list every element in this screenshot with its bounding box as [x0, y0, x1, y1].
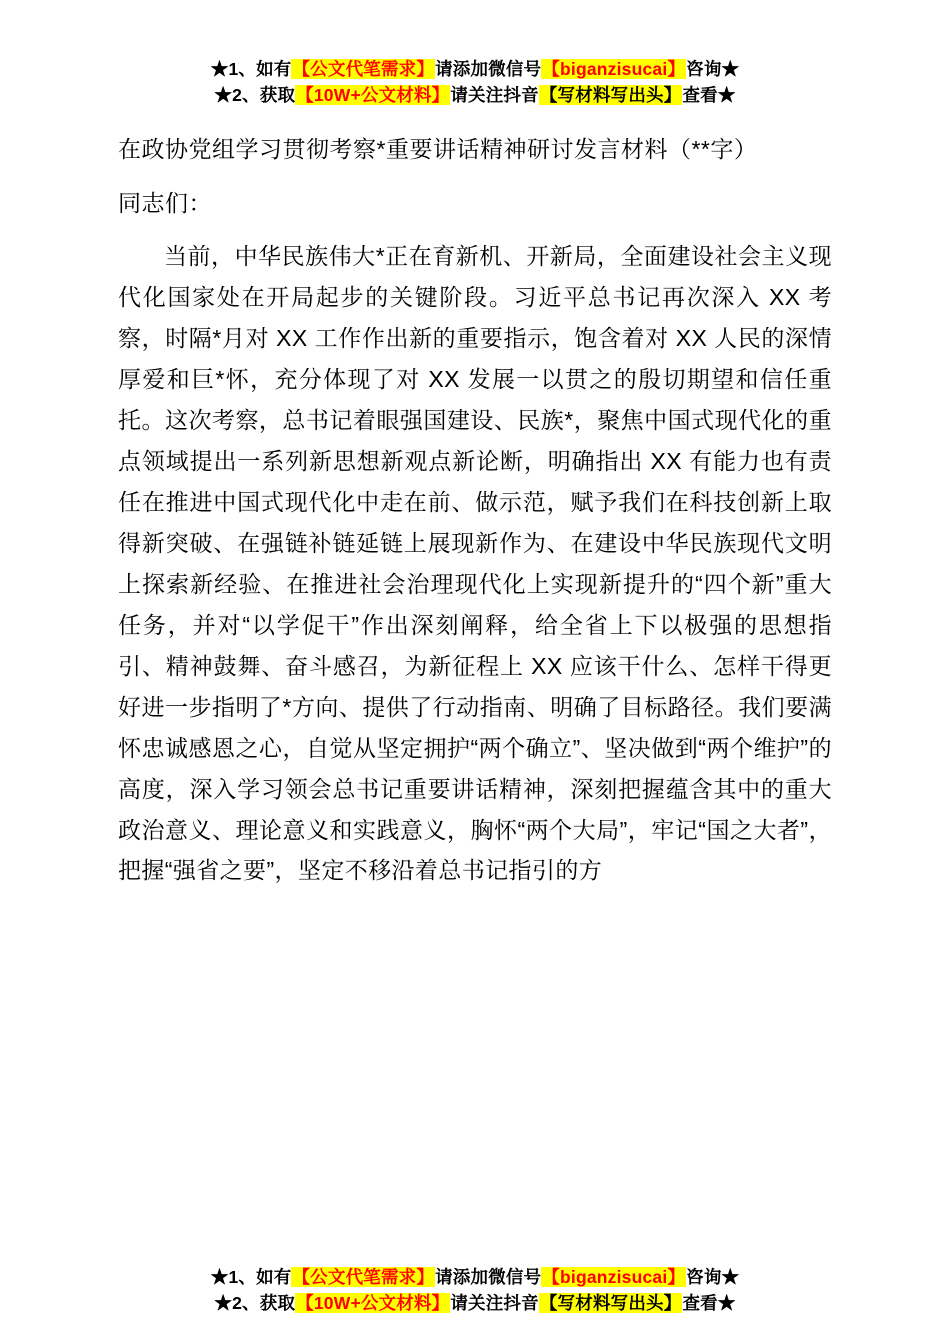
- promo-bottom-line2-mid: 请关注抖音: [450, 1292, 539, 1313]
- promo-banner-bottom-line2: [118, 1290, 832, 1316]
- document-salutation: 同志们：: [118, 190, 212, 217]
- promo-line1-mid: 请添加微信号: [435, 59, 542, 79]
- promo-banner-top: [118, 56, 832, 109]
- promo-line2-mid: 请关注抖音: [450, 85, 539, 106]
- promo-bottom-line1-mid: 请添加微信号: [435, 1266, 542, 1287]
- promo-banner-top-line2: [118, 82, 832, 108]
- promo-line2-tag2: 【写材料写出头】: [539, 85, 682, 106]
- promo-bottom-line2-suffix: 查看★: [682, 1292, 736, 1313]
- promo-line1-suffix: 咨询★: [686, 59, 740, 79]
- promo-line2-prefix: ★2、获取: [214, 85, 296, 106]
- promo-banner-top-line1: [118, 56, 832, 82]
- promo-line1-prefix: ★1、如有: [210, 59, 292, 79]
- promo-bottom-line2-prefix: ★2、获取: [214, 1292, 296, 1313]
- promo-bottom-line1-suffix: 咨询★: [686, 1266, 740, 1287]
- document-title: 在政协党组学习贯彻考察*重要讲话精神研讨发言材料（**字）: [118, 135, 758, 162]
- promo-banner-bottom-line1: [118, 1264, 832, 1290]
- promo-bottom-line1-tag1: 【公文代笔需求】: [292, 1266, 435, 1287]
- promo-bottom-line2-tag1: 【10W+公文材料】: [296, 1292, 450, 1313]
- promo-banner-bottom: [118, 1254, 832, 1317]
- promo-line2-suffix: 查看★: [682, 85, 736, 106]
- promo-line1-tag2: 【biganzisucai】: [542, 59, 686, 79]
- promo-line2-tag1: 【10W+公文材料】: [296, 85, 450, 106]
- promo-line1-tag1: 【公文代笔需求】: [292, 59, 435, 79]
- promo-bottom-line1-prefix: ★1、如有: [210, 1266, 292, 1287]
- promo-bottom-line1-tag2: 【biganzisucai】: [542, 1266, 686, 1287]
- promo-bottom-line2-tag2: 【写材料写出头】: [539, 1292, 682, 1313]
- document-paragraph: 当前，中华民族伟大*正在育新机、开新局，全面建设社会主义现代化国家处在开局起步的关键阶段。习近平总书记再次深入 XX 考察，时隔*月对 XX 工作作出新的重要指示，饱含着对 XX 人民的深情厚爱和巨*怀，充分体现了对 XX 发展一以贯之的殷切期望和信任重托。这次考察，总书记着眼强国建设、民族*，聚焦中国式现代化的重点领域提出一系列新思想新观点新论断，明确指出 XX 有能力也有责任在推进中国式现代化中走在前、做示范，赋予我们在科技创新上取得新突破、在强链补链延链上展现新作为、在建设中华民族现代文明上探索新经验、在推进社会治理现代化上实现新提升的“四个新”重大任务，并对“以学促干”作出深刻阐释，给全省上下以极强的思想指引、精神鼓舞、奋斗感召，为新征程上 XX 应该干什么、怎样干得更好进一步指明了*方向、提供了行动指南、明确了目标路径。我们要满怀忠诚感恩之心，自觉从坚定拥护“两个确立”、坚决做到“两个维护”的高度，深入学习领会总书记重要讲话精神，深刻把握蕴含其中的重大政治意义、理论意义和实践意义，胸怀“两个大局”，牢记“国之大者”，把握“强省之要”，坚定不移沿着总书记指引的方: [118, 243, 832, 884]
